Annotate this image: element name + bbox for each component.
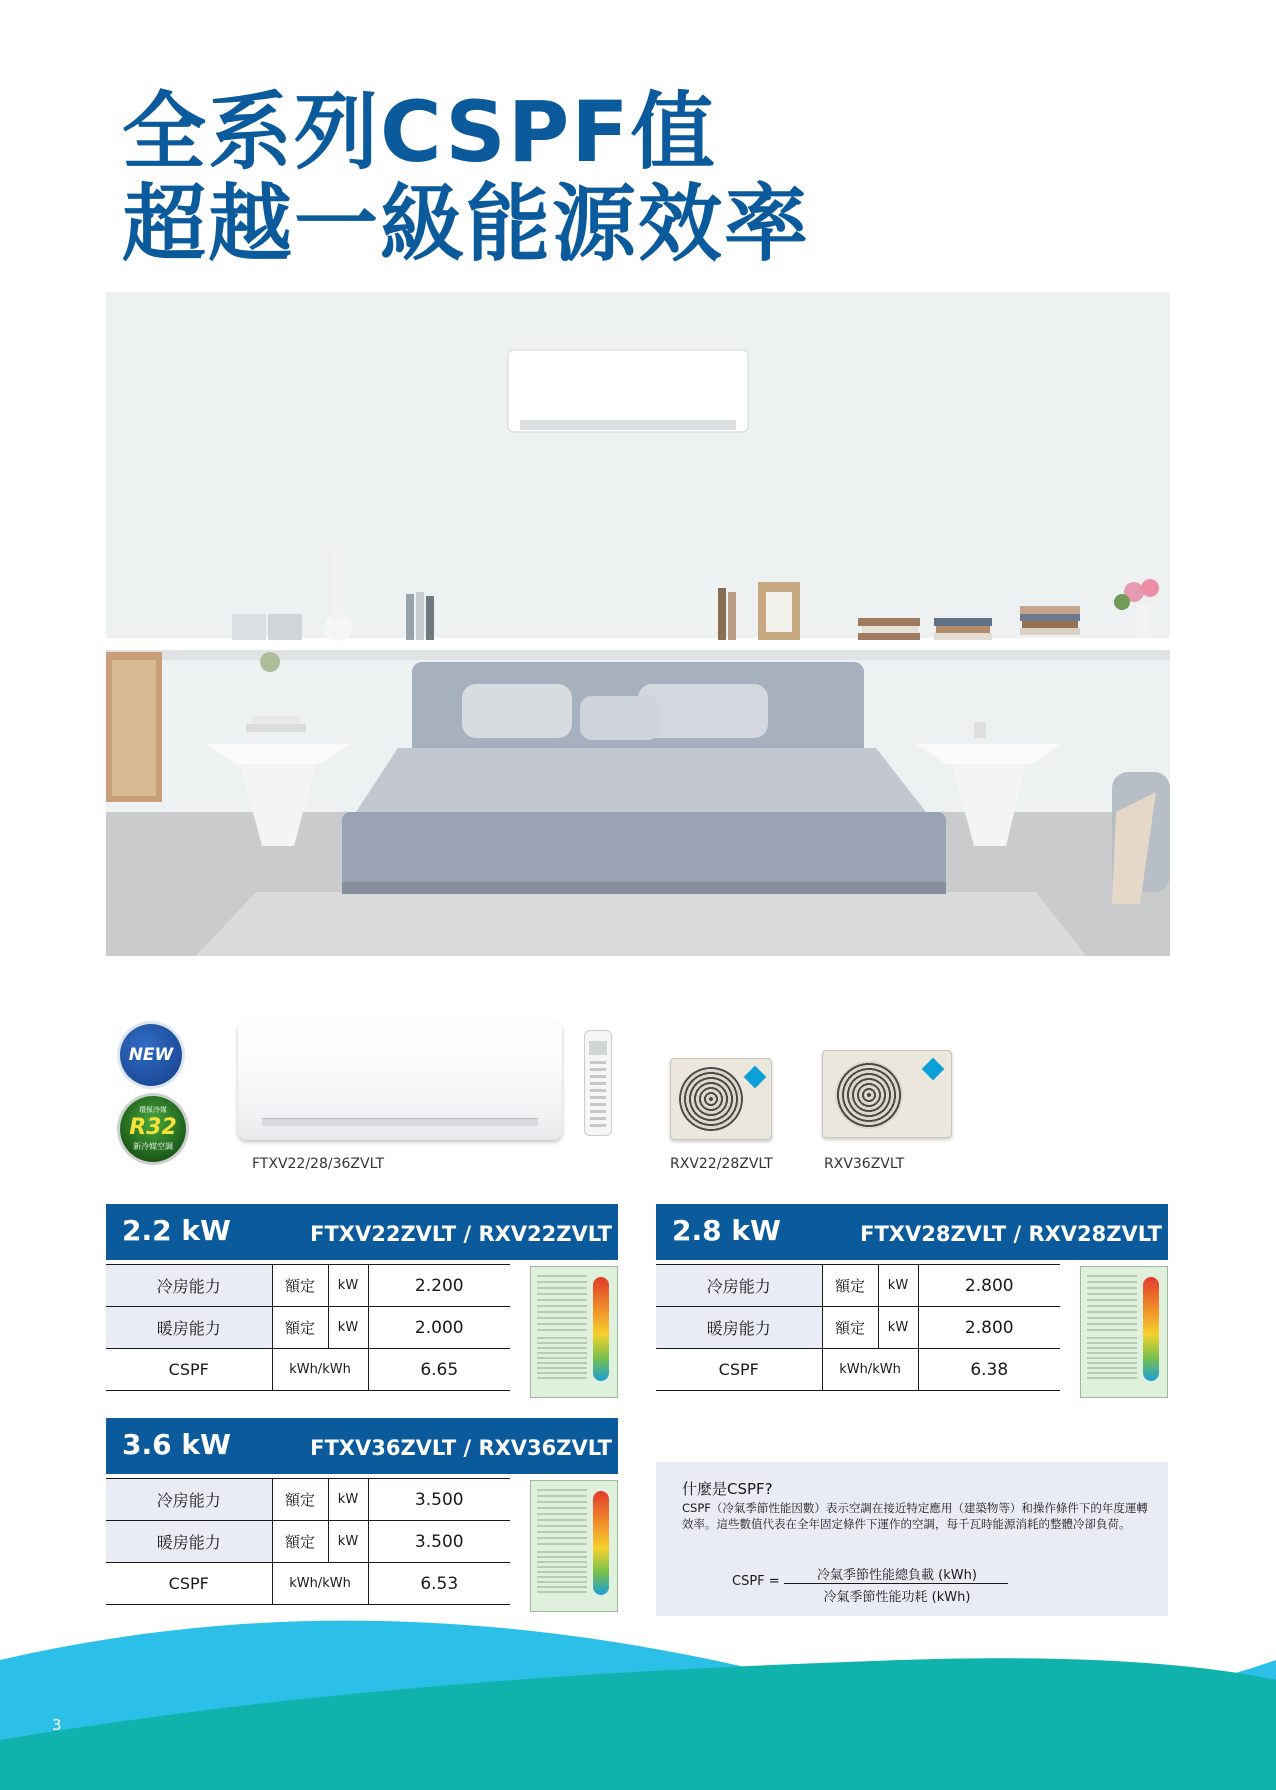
- cooling-label: 冷房能力: [106, 1265, 272, 1307]
- heating-label: 暖房能力: [106, 1307, 272, 1349]
- cspf-label: CSPF: [106, 1563, 272, 1605]
- rated-label: 額定: [822, 1307, 878, 1349]
- energy-label-image: [530, 1480, 618, 1612]
- unit-cspf: kWh/kWh: [272, 1349, 368, 1391]
- r32-badge-top-text: 環保冷媒: [139, 1106, 167, 1114]
- cooling-label: 冷房能力: [106, 1479, 272, 1521]
- cspf-description: CSPF（冷氣季節性能因數）表示空調在接近特定應用（建築物等）和操作條件下的年度運轉效率。這些數值代表在全年固定條件下運作的空調，每千瓦時能源消耗的整體冷卻負荷。: [682, 1501, 1148, 1531]
- hero-bedroom-photo: [106, 292, 1170, 956]
- unit-kw: kW: [328, 1265, 368, 1307]
- title-line-2: 超越一級能源效率: [122, 175, 811, 273]
- formula-numerator: 冷氣季節性能總負載 (kWh): [817, 1568, 977, 1583]
- r32-badge-main-text: R32: [129, 1115, 177, 1140]
- title-line-1: 全系列CSPF值: [122, 83, 717, 181]
- spec-header: [656, 1204, 1168, 1260]
- formula-fraction-bar: [784, 1583, 1008, 1584]
- remote-control-image: [584, 1030, 612, 1136]
- heating-label: 暖房能力: [106, 1521, 272, 1563]
- r32-badge-bottom-text: 新冷媒空調: [133, 1142, 173, 1151]
- outdoor-unit-small-image: [670, 1058, 772, 1140]
- spec-row-cspf: [656, 1349, 1060, 1391]
- unit-kw: kW: [878, 1265, 918, 1307]
- cspf-label: CSPF: [106, 1349, 272, 1391]
- spec-capacity: 3.6 kW: [122, 1428, 231, 1461]
- cooling-value: 3.500: [368, 1479, 510, 1521]
- footer-wave: [0, 1620, 1276, 1790]
- cooling-label: 冷房能力: [656, 1265, 822, 1307]
- heating-value: 2.000: [368, 1307, 510, 1349]
- spec-models: FTXV28ZVLT / RXV28ZVLT: [860, 1222, 1162, 1246]
- spec-rows: [656, 1264, 1060, 1391]
- r32-refrigerant-badge: [120, 1096, 186, 1162]
- cooling-value: 2.200: [368, 1265, 510, 1307]
- spec-row-heating: [106, 1521, 510, 1563]
- spec-row-heating: [656, 1307, 1060, 1349]
- wall-ac-unit: [508, 350, 748, 432]
- energy-label-image: [530, 1266, 618, 1398]
- outdoor-unit-large-image: [822, 1050, 952, 1138]
- formula-label: CSPF =: [732, 1574, 780, 1589]
- spec-row-cooling: [656, 1265, 1060, 1307]
- unit-cspf: kWh/kWh: [272, 1563, 368, 1605]
- page-title: [122, 83, 811, 273]
- spec-table-36: [106, 1418, 618, 1605]
- spec-row-cooling: [106, 1265, 510, 1307]
- spec-capacity: 2.2 kW: [122, 1214, 231, 1247]
- cspf-question: 什麼是CSPF?: [682, 1480, 773, 1498]
- unit-kw: kW: [878, 1307, 918, 1349]
- unit-cspf: kWh/kWh: [822, 1349, 918, 1391]
- rated-label: 額定: [272, 1479, 328, 1521]
- spec-table-28: [656, 1204, 1168, 1391]
- heating-label: 暖房能力: [656, 1307, 822, 1349]
- new-badge: NEW: [120, 1024, 182, 1086]
- energy-label-image: [1080, 1266, 1168, 1398]
- spec-capacity: 2.8 kW: [672, 1214, 781, 1247]
- bed: [342, 662, 946, 894]
- cspf-value: 6.65: [368, 1349, 510, 1391]
- unit-kw: kW: [328, 1521, 368, 1563]
- rated-label: 額定: [272, 1265, 328, 1307]
- spec-header: [106, 1204, 618, 1260]
- cooling-value: 2.800: [918, 1265, 1060, 1307]
- indoor-model-caption: FTXV22/28/36ZVLT: [252, 1156, 384, 1172]
- spec-rows: [106, 1264, 510, 1391]
- rated-label: 額定: [822, 1265, 878, 1307]
- spec-header: [106, 1418, 618, 1474]
- cspf-value: 6.53: [368, 1563, 510, 1605]
- spec-models: FTXV36ZVLT / RXV36ZVLT: [310, 1436, 612, 1460]
- outdoor-small-model-caption: RXV22/28ZVLT: [670, 1156, 773, 1172]
- spec-row-cspf: [106, 1563, 510, 1605]
- heating-value: 3.500: [368, 1521, 510, 1563]
- cspf-value: 6.38: [918, 1349, 1060, 1391]
- unit-kw: kW: [328, 1479, 368, 1521]
- spec-table-22: [106, 1204, 618, 1391]
- spec-row-cooling: [106, 1479, 510, 1521]
- indoor-unit-image: [238, 1022, 562, 1140]
- spec-row-cspf: [106, 1349, 510, 1391]
- rated-label: 額定: [272, 1307, 328, 1349]
- spec-row-heating: [106, 1307, 510, 1349]
- heating-value: 2.800: [918, 1307, 1060, 1349]
- unit-kw: kW: [328, 1307, 368, 1349]
- cspf-label: CSPF: [656, 1349, 822, 1391]
- rated-label: 額定: [272, 1521, 328, 1563]
- outdoor-large-model-caption: RXV36ZVLT: [824, 1156, 905, 1172]
- spec-rows: [106, 1478, 510, 1605]
- page-number: 3: [52, 1716, 62, 1734]
- formula-denominator: 冷氣季節性能功耗 (kWh): [823, 1590, 971, 1605]
- cspf-explanation-box: [656, 1462, 1168, 1616]
- spec-models: FTXV22ZVLT / RXV22ZVLT: [310, 1222, 612, 1246]
